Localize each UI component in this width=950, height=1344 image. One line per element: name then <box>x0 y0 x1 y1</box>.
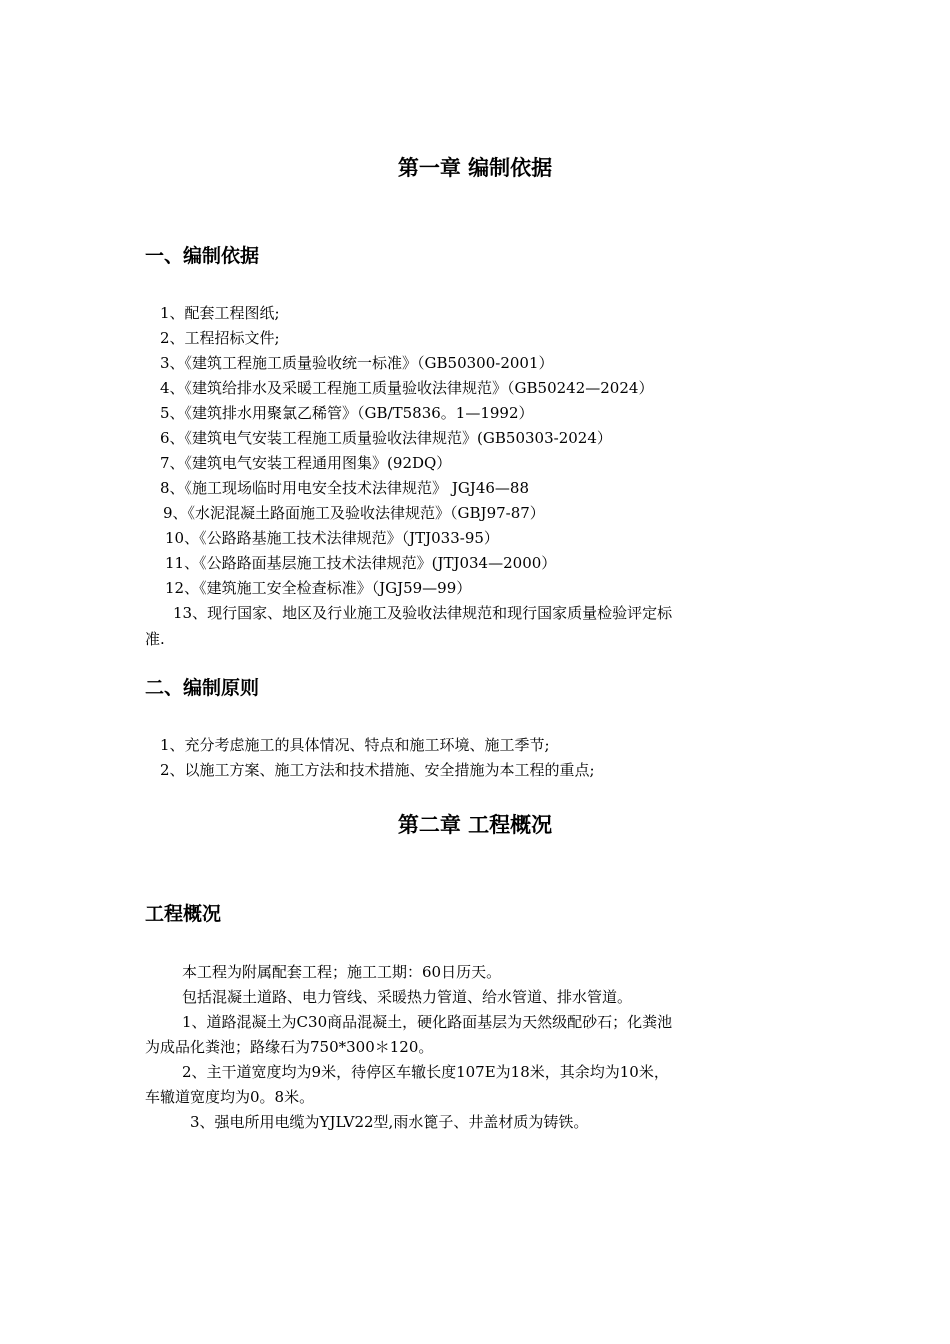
chapter-2-title: 第二章 工程概况 <box>397 813 553 837</box>
list-item: 8、《施工现场临时用电安全技术法律规范》 JGJ46—88 <box>160 479 529 497</box>
paragraph-line: 本工程为附属配套工程；施工工期：60日历天。 <box>182 963 502 981</box>
paragraph-line: 车辙道宽度均为0。8米。 <box>145 1088 315 1106</box>
list-item: 2、以施工方案、施工方法和技术措施、安全措施为本工程的重点; <box>160 761 595 779</box>
paragraph-line: 包括混凝土道路、电力管线、采暖热力管道、给水管道、排水管道。 <box>182 988 633 1006</box>
list-item: 10、《公路路基施工技术法律规范》（JTJ033-95） <box>165 529 499 547</box>
list-item: 13、现行国家、地区及行业施工及验收法律规范和现行国家质量检验评定标 <box>173 604 673 622</box>
list-item: 1、配套工程图纸; <box>160 304 280 322</box>
section-1-title: 一、编制依据 <box>145 245 260 267</box>
chapter-1-title: 第一章 编制依据 <box>397 156 553 180</box>
paragraph-line: 2、主干道宽度均为9米，待停区车辙长度107E为18米，其余均为10米， <box>182 1063 669 1081</box>
list-item: 3、《建筑工程施工质量验收统一标准》（GB50300-2001） <box>160 354 554 372</box>
list-item: 9、《水泥混凝土路面施工及验收法律规范》（GBJ97-87） <box>163 504 545 522</box>
list-item: 4、《建筑给排水及采暖工程施工质量验收法律规范》（GB50242—2024） <box>160 379 654 397</box>
list-item: 11、《公路路面基层施工技术法律规范》(JTJ034—2000） <box>165 554 557 572</box>
section-2-title: 二、编制原则 <box>145 677 260 699</box>
list-item: 6、《建筑电气安装工程施工质量验收法律规范》(GB50303-2024） <box>160 429 612 447</box>
overview-title: 工程概况 <box>145 903 222 925</box>
list-item: 7、《建筑电气安装工程通用图集》(92DQ） <box>160 454 452 472</box>
paragraph-line: 1、道路混凝土为C30商品混凝土，硬化路面基层为天然级配砂石；化粪池 <box>182 1013 673 1031</box>
list-item: 5、《建筑排水用聚氯乙稀管》（GB/T5836。1—1992） <box>160 404 534 422</box>
list-item-continuation: 准. <box>145 630 165 648</box>
paragraph-line: 3、强电所用电缆为YJLV22型,雨水篦子、井盖材质为铸铁。 <box>190 1113 589 1131</box>
list-item: 1、充分考虑施工的具体情况、特点和施工环境、施工季节; <box>160 736 550 754</box>
list-item: 2、工程招标文件; <box>160 329 280 347</box>
paragraph-line: 为成品化粪池；路缘石为750*300＊120。 <box>145 1038 434 1056</box>
list-item: 12、《建筑施工安全检查标准》（JGJ59—99） <box>165 579 472 597</box>
